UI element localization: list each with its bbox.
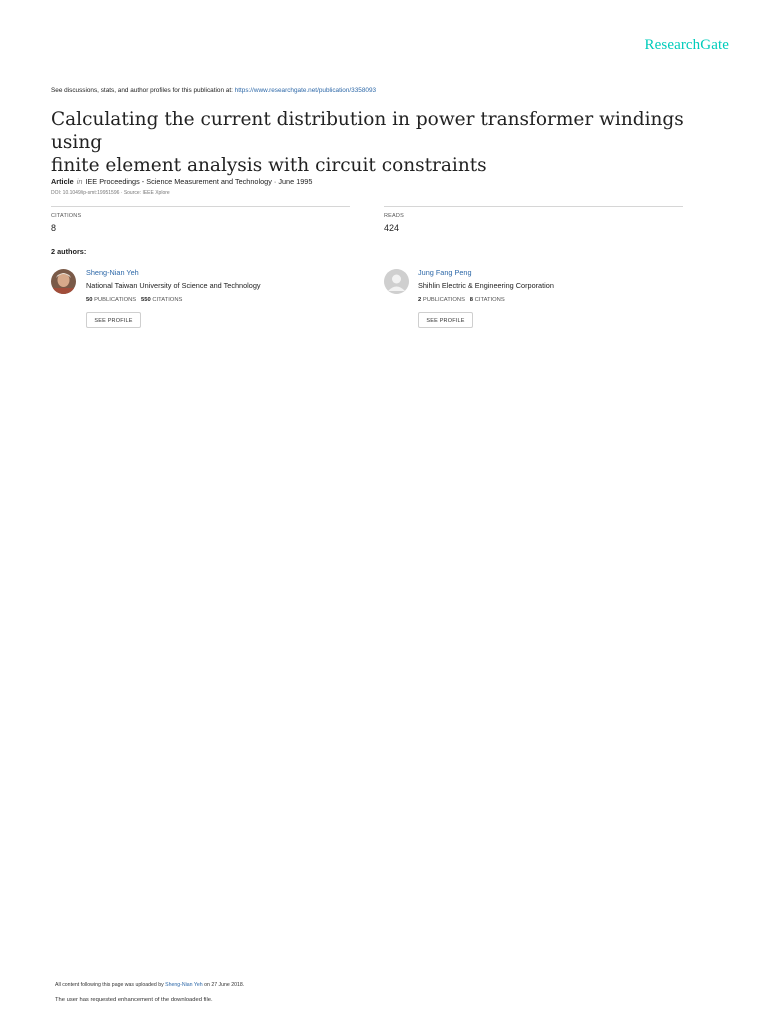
author-institution-1[interactable]: National Taiwan University of Science and Technology bbox=[86, 281, 261, 290]
author-1-citations-label: CITATIONS bbox=[152, 297, 183, 303]
default-avatar-icon bbox=[384, 269, 409, 294]
in-word: in bbox=[76, 177, 83, 186]
upload-suffix: on 27 June 2018. bbox=[202, 982, 245, 988]
avatar[interactable] bbox=[384, 269, 409, 294]
article-type: Article bbox=[51, 177, 74, 186]
researchgate-logo[interactable]: ResearchGate bbox=[644, 37, 729, 53]
author-name-2[interactable]: Jung Fang Peng bbox=[418, 268, 472, 277]
reads-label: READS bbox=[384, 213, 404, 219]
author-2-publications-count: 2 bbox=[418, 297, 422, 303]
upload-prefix: All content following this page was uploaded by bbox=[55, 982, 166, 988]
author-2-publications-label: PUBLICATIONS bbox=[422, 297, 465, 303]
doi-line: DOI: 10.1049/ip-smt:19951596 · Source: IEEE Xplore bbox=[51, 190, 170, 196]
see-profile-button-2[interactable]: SEE PROFILE bbox=[418, 312, 473, 328]
journal-name[interactable]: IEE Proceedings - Science Measurement and Technology · June 1995 bbox=[85, 177, 313, 186]
page-title bbox=[51, 108, 711, 177]
citations-value: 8 bbox=[51, 223, 57, 233]
author-2-citations-count: 8 bbox=[469, 297, 474, 303]
upload-note bbox=[55, 982, 244, 988]
citations-label: CITATIONS bbox=[51, 213, 82, 219]
uploader-link[interactable]: Sheng-Nian Yeh bbox=[165, 982, 203, 988]
author-1-publications-count: 50 bbox=[86, 297, 93, 303]
see-profile-button-1[interactable]: SEE PROFILE bbox=[86, 312, 141, 328]
authors-heading: 2 authors: bbox=[51, 247, 87, 256]
author-institution-2[interactable]: Shihlin Electric & Engineering Corporation bbox=[418, 281, 554, 290]
author-stats-1 bbox=[86, 297, 182, 303]
author-1-publications-label: PUBLICATIONS bbox=[94, 297, 137, 303]
discussion-line bbox=[51, 87, 376, 94]
enhancement-note: The user has requested enhancement of the downloaded file. bbox=[55, 997, 213, 1003]
author-stats-2 bbox=[418, 297, 505, 303]
discussion-prefix: See discussions, stats, and author profiles for this publication at: bbox=[51, 87, 235, 94]
title-line-1: Calculating the current distribution in power transformer windings using bbox=[51, 109, 684, 153]
divider-citations bbox=[51, 206, 350, 207]
author-2-citations-label: CITATIONS bbox=[474, 297, 505, 303]
publication-link[interactable]: https://www.researchgate.net/publication/3358093 bbox=[234, 87, 377, 94]
author-name-1[interactable]: Sheng-Nian Yeh bbox=[86, 268, 139, 277]
divider-reads bbox=[384, 206, 683, 207]
author-photo-icon bbox=[51, 269, 76, 294]
reads-value: 424 bbox=[384, 223, 400, 233]
title-line-2: finite element analysis with circuit constraints bbox=[51, 155, 487, 176]
author-1-citations-count: 550 bbox=[141, 297, 151, 303]
article-meta bbox=[51, 177, 312, 186]
avatar[interactable] bbox=[51, 269, 76, 294]
